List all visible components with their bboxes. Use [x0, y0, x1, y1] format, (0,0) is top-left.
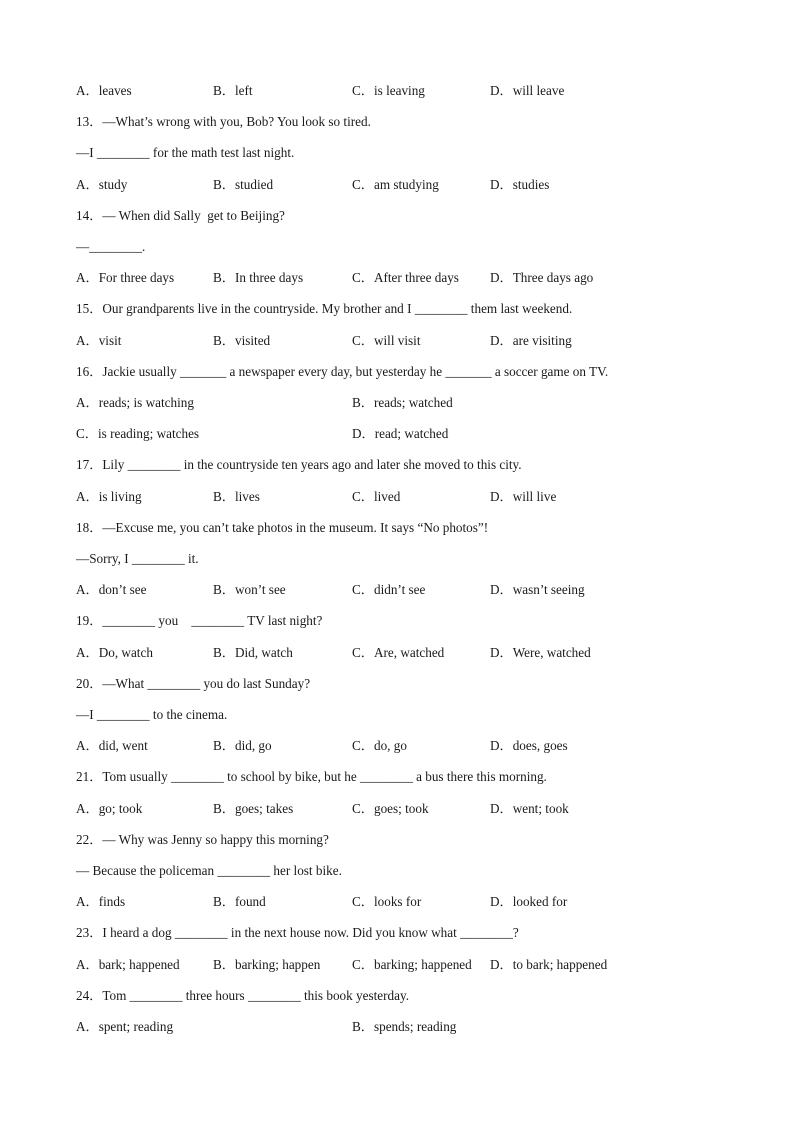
answer-option: C．looks for	[352, 894, 422, 909]
answer-option: D．Were, watched	[490, 645, 591, 660]
answer-option: B．Did, watch	[213, 645, 293, 660]
question-text: 23．I heard a dog ________ in the next house now. Did you know what ________?	[76, 925, 519, 940]
answer-option: C．is leaving	[352, 83, 425, 98]
question-text: 18．—Excuse me, you can’t take photos in the museum. It says “No photos”!	[76, 520, 489, 535]
answer-option: B．left	[213, 83, 253, 98]
answer-option: B．barking; happen	[213, 957, 321, 972]
answer-option: D．went; took	[490, 801, 569, 816]
answer-option: A．For three days	[76, 270, 175, 285]
question-text: —Sorry, I ________ it.	[76, 551, 199, 566]
answer-option: B．spends; reading	[352, 1019, 457, 1034]
answer-option: D．will leave	[490, 83, 565, 98]
question-text: 15．Our grandparents live in the countryside. My brother and I ________ them last weekend.	[76, 301, 573, 316]
answer-option: B．found	[213, 894, 266, 909]
answer-option: A．study	[76, 177, 128, 192]
answer-option: C．goes; took	[352, 801, 429, 816]
answer-option: A．Do, watch	[76, 645, 153, 660]
answer-option: B．studied	[213, 177, 274, 192]
answer-option: A．did, went	[76, 738, 148, 753]
answer-option: B．visited	[213, 333, 271, 348]
answer-option: D．looked for	[490, 894, 568, 909]
answer-option: C．is reading; watches	[76, 426, 200, 441]
question-text: 13．—What’s wrong with you, Bob? You look so tired.	[76, 114, 371, 129]
answer-option: B．did, go	[213, 738, 272, 753]
answer-option: B．In three days	[213, 270, 304, 285]
answer-option: A．go; took	[76, 801, 143, 816]
answer-option: A．visit	[76, 333, 122, 348]
answer-option: D．studies	[490, 177, 550, 192]
question-text: 22．— Why was Jenny so happy this morning?	[76, 832, 329, 847]
answer-option: C．do, go	[352, 738, 407, 753]
answer-option: D．read; watched	[352, 426, 449, 441]
answer-option: C．After three days	[352, 270, 459, 285]
answer-option: D．are visiting	[490, 333, 572, 348]
question-text: —I ________ for the math test last night.	[76, 145, 295, 160]
question-text: — Because the policeman ________ her lost bike.	[76, 863, 342, 878]
answer-option: A．don’t see	[76, 582, 147, 597]
answer-option: A．spent; reading	[76, 1019, 174, 1034]
answer-option: D．Three days ago	[490, 270, 594, 285]
question-text: 17．Lily ________ in the countryside ten years ago and later she moved to this city.	[76, 457, 522, 472]
question-text: 19．________ you ________ TV last night?	[76, 613, 323, 628]
question-text: 20．—What ________ you do last Sunday?	[76, 676, 311, 691]
answer-option: D．to bark; happened	[490, 957, 608, 972]
answer-option: D．does, goes	[490, 738, 568, 753]
question-text: —I ________ to the cinema.	[76, 707, 228, 722]
answer-option: C．lived	[352, 489, 401, 504]
answer-option: D．will live	[490, 489, 557, 504]
answer-option: B．won’t see	[213, 582, 286, 597]
answer-option: C．Are, watched	[352, 645, 445, 660]
answer-option: C．will visit	[352, 333, 421, 348]
answer-option: D．wasn’t seeing	[490, 582, 585, 597]
question-text: 16．Jackie usually _______ a newspaper every day, but yesterday he _______ a soccer game on TV.	[76, 364, 609, 379]
answer-option: A．bark; happened	[76, 957, 180, 972]
answer-option: C．am studying	[352, 177, 439, 192]
answer-option: A．finds	[76, 894, 126, 909]
answer-option: C．barking; happened	[352, 957, 472, 972]
answer-option: A．reads; is watching	[76, 395, 194, 410]
answer-option: A．is living	[76, 489, 142, 504]
answer-option: C．didn’t see	[352, 582, 426, 597]
question-text: 21．Tom usually ________ to school by bike, but he ________ a bus there this morning.	[76, 769, 547, 784]
answer-option: B．reads; watched	[352, 395, 453, 410]
answer-option: A．leaves	[76, 83, 132, 98]
answer-option: B．goes; takes	[213, 801, 294, 816]
question-text: 24．Tom ________ three hours ________ this book yesterday.	[76, 988, 409, 1003]
question-text: 14．— When did Sally get to Beijing?	[76, 208, 285, 223]
answer-option: B．lives	[213, 489, 260, 504]
question-text: —________.	[76, 239, 146, 254]
